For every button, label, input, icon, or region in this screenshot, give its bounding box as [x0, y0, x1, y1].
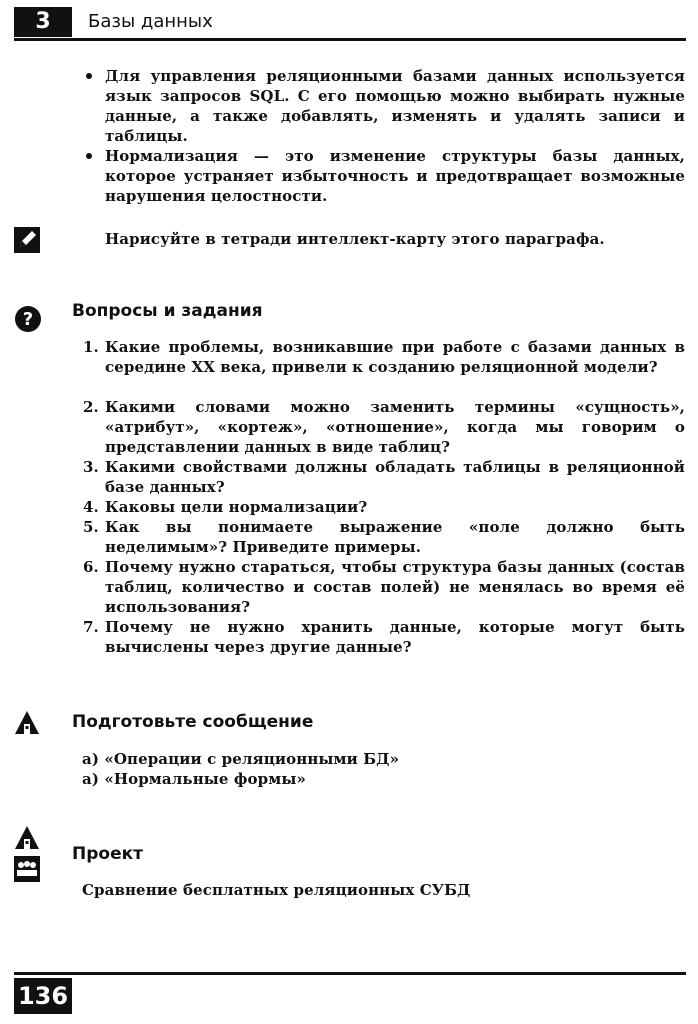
report-item-label: а) — [82, 770, 100, 788]
summary-bullet — [105, 66, 685, 146]
question-item — [83, 497, 685, 517]
question-number: 1. — [83, 338, 99, 356]
question-number: 6. — [83, 558, 99, 576]
report-item-text: «Нормальные формы» — [104, 770, 306, 788]
question-item — [83, 617, 685, 657]
question-number: 3. — [83, 458, 99, 476]
question-item — [83, 557, 685, 617]
bullet-dot — [86, 73, 92, 79]
chapter-number: 3 — [14, 7, 72, 37]
question-number: 5. — [83, 518, 99, 536]
question-text: Какими свойствами должны обладать таблицы в реляционной базе данных? — [105, 458, 685, 496]
report-item-text: «Операции с реляционными БД» — [104, 750, 400, 768]
question-icon — [14, 305, 42, 333]
project-house-icon — [14, 825, 40, 851]
question-number: 7. — [83, 618, 99, 636]
project-text: Сравнение бесплатных реляционных СУБД — [82, 881, 471, 899]
question-text: Каковы цели нормализации? — [105, 498, 368, 516]
team-icon — [14, 856, 40, 882]
svg-text:?: ? — [22, 309, 34, 330]
page-number: 136 — [14, 978, 72, 1014]
report-item-label: а) — [82, 750, 100, 768]
question-text: Почему нужно стараться, чтобы структура базы данных (состав таблиц, количество и состав полей) не менялась во время её использования? — [105, 558, 685, 616]
question-text: Как вы понимаете выражение «поле должно быть неделимым»? Приведите примеры. — [105, 518, 685, 556]
summary-bullet — [105, 146, 685, 206]
header-rule — [14, 38, 686, 41]
questions-title: Вопросы и задания — [72, 301, 263, 321]
chapter-title: Базы данных — [88, 11, 213, 32]
report-item — [82, 749, 682, 769]
project-title: Проект — [72, 844, 143, 864]
question-number: 4. — [83, 498, 99, 516]
question-item — [83, 457, 685, 497]
question-item — [83, 397, 685, 457]
pencil-icon — [14, 227, 40, 253]
question-item — [83, 517, 685, 557]
bullet-dot — [86, 153, 92, 159]
task-note: Нарисуйте в тетради интеллект-карту этого параграфа. — [105, 230, 605, 248]
question-item — [83, 337, 685, 377]
bullet-text: Нормализация — это изменение структуры базы данных, которое устраняет избыточность и предотвращает возможные нарушения целостности. — [105, 147, 685, 205]
bullet-text: Для управления реляционными базами данных используется язык запросов SQL. С его помощью можно выбирать нужные данные, а также добавлять, изменять и удалять записи и таблицы. — [105, 67, 685, 145]
question-text: Какие проблемы, возникавшие при работе с базами данных в середине XX века, привели к созданию реляционной модели? — [105, 338, 685, 376]
report-icon — [14, 710, 40, 736]
question-number: 2. — [83, 398, 99, 416]
footer-rule — [14, 972, 686, 975]
question-text: Какими словами можно заменить термины «сущность», «атрибут», «кортеж», «отношение», когда мы говорим о представлении данных в виде таблиц? — [105, 398, 685, 456]
report-title: Подготовьте сообщение — [72, 712, 314, 732]
question-text: Почему не нужно хранить данные, которые могут быть вычислены через другие данные? — [105, 618, 685, 656]
report-item — [82, 769, 682, 789]
